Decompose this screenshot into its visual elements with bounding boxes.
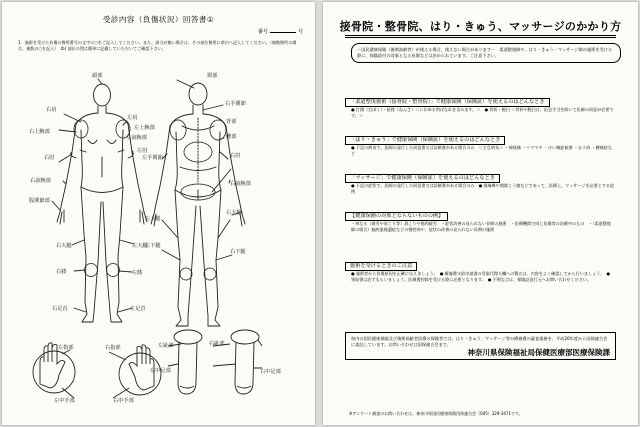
section-body: ● 下記の症状で、医師の発行した同意書又は診断書がある場合のみ ● 筋麻痺や関節こう縮などであって、医療上、マッサージを必要とする症例 — [351, 183, 615, 194]
label-right-thigh-back: 右大腿 — [226, 210, 242, 216]
label-left-thigh-back: 左大腿 — [145, 216, 161, 222]
guide-title: 接骨院・整骨院、はり・きゅう、マッサージのかかり方 — [339, 20, 622, 33]
label-right-wrist: 右手関節 — [225, 101, 246, 107]
label-right-ankle: 右足首 — [52, 306, 68, 312]
questionnaire-page — [2, 2, 315, 425]
label-right-elbow: 右肘 — [44, 155, 55, 161]
label-left-ankle: 左足首 — [130, 306, 146, 312]
section-precautions — [345, 252, 615, 282]
section-judo-therapy — [345, 88, 615, 118]
label-right-upper-arm: 右上腕部 — [29, 129, 50, 135]
label-left-elbow: 左肘 — [137, 148, 148, 154]
label-right-knee: 右膝 — [56, 269, 67, 275]
label-right-middle-foot: 右中足部 — [260, 369, 281, 375]
section-body: ● 施術者から負傷原因を正確に伝えましょう。 ● 療養費支給申請書の受取代理人欄への署名は、内容をよく確認してから行いましょう。 ● 領収書は必ずもらいましょう。医療費控除を受ける際に必要となります。 ● 不明な点は、保険証発行元へお問い合わせください。 — [351, 271, 610, 282]
section-heading: 施術を受けるときのご注意 — [345, 262, 417, 271]
label-left-thigh: 左大腿 — [132, 243, 148, 249]
issuing-organization: 神奈川県保険福祉局保健医療部医療保険課 — [467, 348, 610, 357]
left-foot-figure — [174, 330, 202, 394]
label-neck: 頸部 — [207, 73, 218, 79]
section-heading: 「柔道整復施術（接骨院・整骨院）」で健康保険（保険証）を使えるのはどんなとき — [345, 98, 550, 107]
label-right-shoulder: 右肩 — [46, 107, 57, 113]
section-heading: 【健康保険の対象とならないものの例】 — [345, 212, 448, 221]
document-number: 番号 号 — [257, 29, 303, 35]
notice-box — [345, 332, 616, 360]
body-diagram — [2, 2, 315, 425]
label-left-finger: 左指部 — [58, 345, 74, 351]
label-right-finger: 右指部 — [105, 345, 121, 351]
section-heading: 「マッサージ」で健康保険（保険証）を使えるのはどんなとき — [345, 174, 500, 183]
section-body: ・単なる（疲労や肩こり等）肩こりや筋肉疲労 ・症状改善の見られない長期の施術 ・医療機関で同じ負傷等の治療中のもの ・（柔道整復師の場合）脳疾患後遺症などの慢性病や、症状の改善の見られない長期の施術 — [351, 221, 611, 232]
section-body: ● 打撲（打ぼく）・捻挫（ねんざ）＜いわゆる肉ばなれを含みます。＞ ● 骨折・脱臼 ＜骨折や脱臼は、応急手当を除いて医師の同意が必要です。＞ — [351, 107, 614, 118]
label-right-forearm-back: 右前腕部 — [230, 181, 251, 187]
label-hip: 股関節部 — [29, 198, 50, 204]
section-body: ● 下記の病気で、医師の発行した同意書又は診断書がある場合のみ ＜主な病気＞ ・神経痛 ・リウマチ ・けい腕症候群 ・五十肩 ・腰痛症など — [351, 145, 613, 156]
label-head: 頭部 — [92, 73, 103, 79]
label-right-forearm: 右前腕部 — [30, 178, 51, 184]
label-lumbar: 腰部 — [226, 134, 237, 140]
instructions-text: 1．施術を受けた負傷の箇所番号の文字に○をご記入してください。また、該当が無い場合は、その部位箇所に余白へ記入してください。（複数箇所の場合、複数の○を記入） (b) 部位の図は簡単に記載していただいてご確認下さい。 — [18, 40, 297, 51]
label-left-upper-arm: 左上腕部 — [134, 125, 155, 131]
questionnaire-title: 受診内容（負傷状況）回答書① — [102, 15, 215, 24]
intro-box: －国民健康保険（後期高齢者）が使える場合、使えない場合があります－ 柔道整復師や、はり・きゅう・マッサージ師の施術を受ける際に、保険給付の対象となる負傷などは決められています。ご注意下さい。 — [351, 43, 621, 63]
label-back: 背部 — [226, 119, 237, 125]
title-underline — [345, 35, 616, 38]
label-right-lower-leg: 右下腿 — [230, 249, 246, 255]
label-right-middle-hand: 右中手部 — [113, 398, 134, 404]
label-right-elbow-back: 右肘 — [230, 153, 241, 159]
label-right-thigh: 右大腿 — [56, 243, 72, 249]
footer-note: ※アンケート調査のお問い合わせは、神奈川県国民健康保険団体連合会（045）329-3471です。 — [349, 411, 523, 416]
label-left-shoulder: 左肩 — [127, 115, 138, 121]
label-left-wrist: 左手関節 — [142, 155, 163, 161]
section-heading: 「はり・きゅう」で健康保険（保険証）を使えるのはどんなとき — [345, 136, 505, 145]
label-left-knee: 左膝 — [132, 270, 143, 276]
section-acupuncture — [345, 126, 615, 156]
label-left-middle-foot: 左中足部 — [150, 368, 171, 374]
section-massage — [345, 164, 615, 194]
notice-text: 県内の国民健康保険及び後期高齢者医療の保険者では、はり・きゅう、マッサージ等の療養費の審査業務を、平成20年度から国保連合会に委託しています。お問い合わせは国保連合会まで。 — [351, 336, 608, 347]
label-left-middle-hand: 左中手部 — [54, 398, 75, 404]
label-left-lower-leg: 左下腿 — [145, 243, 161, 249]
section-not-covered — [345, 202, 615, 232]
label-left-toe: 左趾部 — [158, 343, 174, 349]
hands-feet-figures — [33, 330, 262, 398]
label-right-toe: 右趾部 — [209, 341, 225, 347]
right-foot-figure — [231, 330, 259, 394]
label-left-forearm: 左前腕部 — [126, 135, 147, 141]
guide-page — [323, 2, 638, 425]
